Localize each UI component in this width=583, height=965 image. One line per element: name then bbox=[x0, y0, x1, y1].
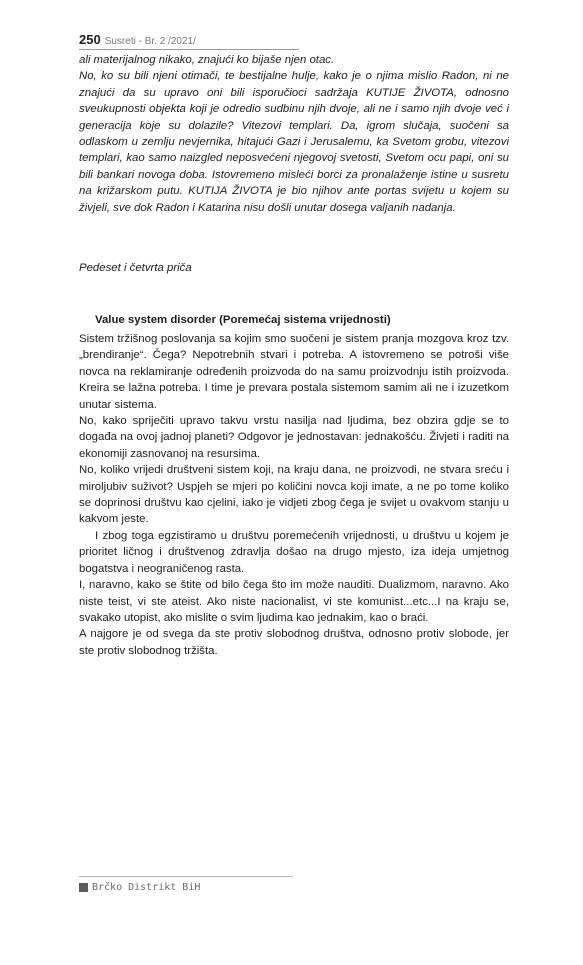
body-paragraph: I, naravno, kako se štite od bilo čega što im može nauditi. Dualizmom, naravno. Ako niste teist, vi ste ateist. Ako niste nacionalist, vi ste komunist...etc...I na kraju se, svakako utopist, ako mislite o svim ljudima kao jednakim, kao o braći. bbox=[79, 579, 509, 624]
section-label: Pedeset i četvrta priča bbox=[79, 262, 192, 274]
journal-title: Susreti - Br. 2 /2021/ bbox=[104, 36, 196, 47]
body-paragraph: A najgore je od svega da ste protiv slobodnog društva, odnosno protiv slobode, jer ste protiv slobodnog tržišta. bbox=[79, 628, 509, 657]
body-paragraph: No, kako spriječiti upravo takvu vrstu nasilja nad ljudima, bez obzira gdje se to događa na ovoj jadnoj planeti? Odgovor je jednostavan: jednakošću. Živjeti i raditi na ekonomiji zasnovanoj na resursima. bbox=[79, 415, 509, 460]
italic-text-block bbox=[79, 52, 509, 216]
body-paragraph: I zbog toga egzistiramo u društvu poremećenih vrijednosti, u društvu u kojem je prioritet ličnog i društvenog zdravlja došao na drugo mjesto, iza ideja umjetnog bogatstva i neograničenog rasta. bbox=[79, 529, 509, 575]
body-paragraph: No, koliko vrijedi društveni sistem koji, na kraju dana, ne proizvodi, ne stvara sreću i miroljubiv suživot? Uspjeh se mjeri po količini novca koji imate, a ne po tome koliko se doprinosi društvu kao cjelini, iako je vidjeti zbog čega je svijet u ovakvom stanju u kakvom jeste. bbox=[79, 464, 509, 526]
footer-divider bbox=[79, 876, 293, 877]
page-number: 250 bbox=[79, 32, 101, 47]
italic-paragraph: ali materijalnog nikako, znajući ko bijaše njen otac. bbox=[79, 54, 335, 66]
body-paragraph: Sistem tržišnog poslovanja sa kojim smo suočeni je sistem pranja mozgova kroz tzv. „brendiranje“. Čega? Nepotrebnih stvari i potreba. A istovremeno se potroši više novca na reklamiranje određenih proizvoda do na samu proizvodnju istih proizvoda. Kreira se lažna potreba. I time je prevara postala sistemom samim ali ne i izuzetkom unutar sistema. bbox=[79, 333, 509, 411]
section-heading: Value system disorder (Poremećaj sistema vrijednosti) bbox=[95, 314, 391, 326]
body-text-block bbox=[79, 331, 509, 659]
footer-text: Brčko Distrikt BiH bbox=[92, 882, 201, 893]
page-header bbox=[79, 32, 299, 50]
italic-paragraph: No, ko su bili njeni otimači, te bestijalne hulje, kako je o njima mislio Radon, ni ne znajući da su upravo oni bili isporučioci sadržaja KUTIJE ŽIVOTA, odnosno sveukupnosti objekta koji je odredio sudbinu njih dvoje, ali ne i samo njih dvoje već i generacija koje su dolazile? Vitezovi templari. Da, igrom slučaja, suočeni sa odlaskom u zemlju nevjernika, hitajući Gazi i Jerusalemu, ka Svetom grobu, vitezovi templari, kao samo naizgled neposvećeni njegovoj svetosti, Svetom ocu papi, oni su bili bankari novoga doba. Istovremeno misleći borci za pronalaženje istine u susretu na križarskom putu. KUTIJA ŽIVOTA je bio njihov ante portas svijetu u kojem su živjeli, sve dok Radon i Katarina nisu došli unutar dosega valjanih nadanja. bbox=[79, 70, 509, 214]
square-icon bbox=[79, 883, 88, 892]
page-footer bbox=[79, 882, 200, 893]
